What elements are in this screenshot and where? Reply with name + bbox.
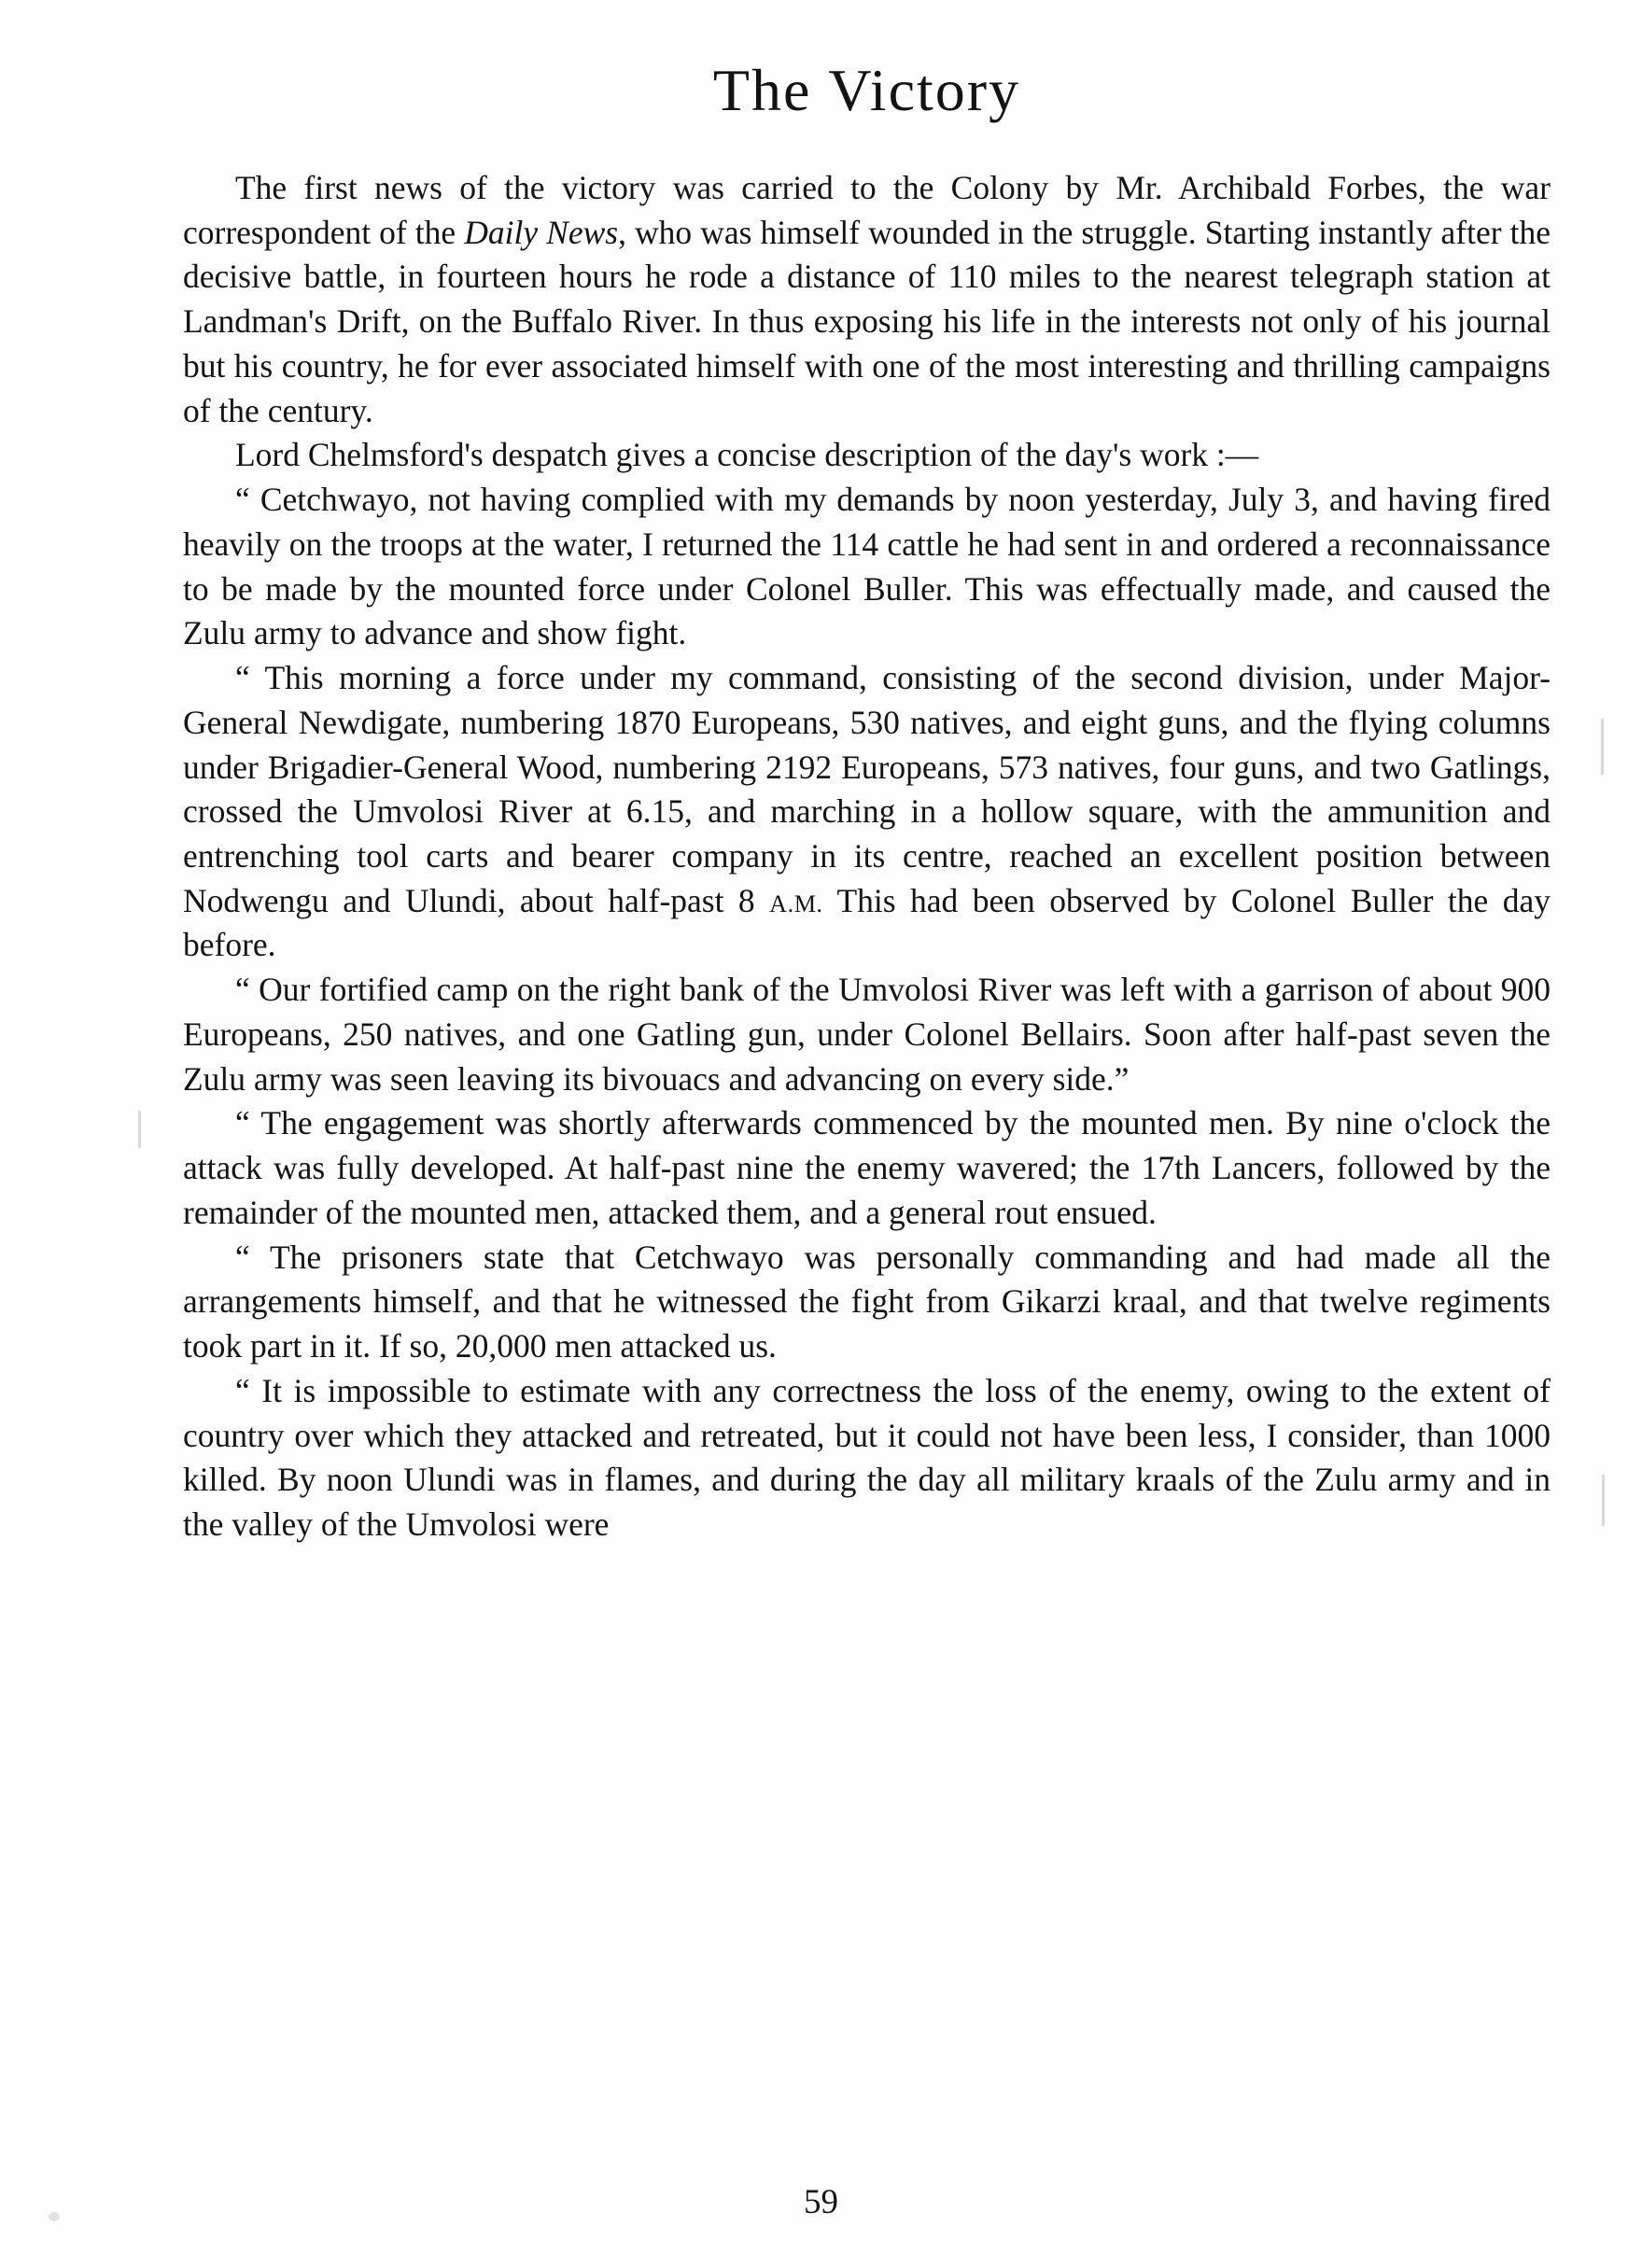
page-content — [183, 56, 1551, 1547]
paragraph-7: “ The prisoners state that Cetchwayo was personally commanding and had made all the arrangements himself, and that he witnessed the fight from Gikarzi kraal, and that twelve regiments took part in it. If so, 20,000 men attacked us. — [183, 1238, 1551, 1365]
body-text — [183, 166, 1551, 1547]
paragraph-4: “ This morning a force under my command, consisting of the second division, under Major-General Newdigate, numbering 1870 Europeans, 530 natives, and eight guns, and the flying columns under Brigadier-General Wood, numbering 2192 Europeans, 573 natives, four guns, and two Gatlings, crossed the Umvolosi River at 6.15, and marching in a hollow square, with the ammunition and entrenching tool carts and bearer company in its centre, reached an excellent position between Nodwengu and Ulundi, about half-past 8 A.M. This had been observed by Colonel Buller the day before. — [183, 659, 1551, 964]
paragraph-8: “ It is impossible to estimate with any correctness the loss of the enemy, owing to the extent of country over which they attacked and retreated, but it could not have been less, I consider, than 1000 killed. By noon Ulundi was in flames, and during the day all military kraals of the Zulu army and in the valley of the Umvolosi were — [183, 1371, 1551, 1544]
page-title: The Victory — [712, 57, 1021, 123]
page-edge-mark — [1602, 1475, 1605, 1526]
page-number: 59 — [804, 2183, 838, 2221]
page-edge-mark — [138, 1111, 141, 1148]
paragraph-3: “ Cetchwayo, not having complied with my demands by noon yesterday, July 3, and having fired heavily on the troops at the water, I returned the 114 cattle he had sent in and ordered a reconnaissance to be made by the mounted force under Colonel Buller. This was effectually made, and caused the Zulu army to advance and show fight. — [183, 481, 1551, 652]
paragraph-1: The first news of the victory was carried to the Colony by Mr. Archibald Forbes, the war correspondent of the Daily News, who was himself wounded in the struggle. Starting instantly after the decisive battle, in fourteen hours he rode a distance of 110 miles to the nearest telegraph station at Landman's Drift, on the Buffalo River. In thus exposing his life in the interests not only of his journal but his country, he for ever associated himself with one of the most interesting and thrilling campaigns of the century. — [183, 169, 1551, 429]
page-edge-mark — [1601, 719, 1604, 775]
paragraph-6: “ The engagement was shortly afterwards commenced by the mounted men. By nine o'clock the attack was fully developed. At half-past nine the enemy wavered; the 17th Lancers, followed by the remainder of the mounted men, attacked them, and a general rout ensued. — [183, 1104, 1551, 1231]
paragraph-5: “ Our fortified camp on the right bank of the Umvolosi River was left with a garrison of about 900 Europeans, 250 natives, and one Gatling gun, under Colonel Bellairs. Soon after half-past seven the Zulu army was seen leaving its bivouacs and advancing on every side.” — [183, 971, 1551, 1098]
paragraph-2: Lord Chelmsford's despatch gives a concise description of the day's work :— — [235, 436, 1259, 474]
